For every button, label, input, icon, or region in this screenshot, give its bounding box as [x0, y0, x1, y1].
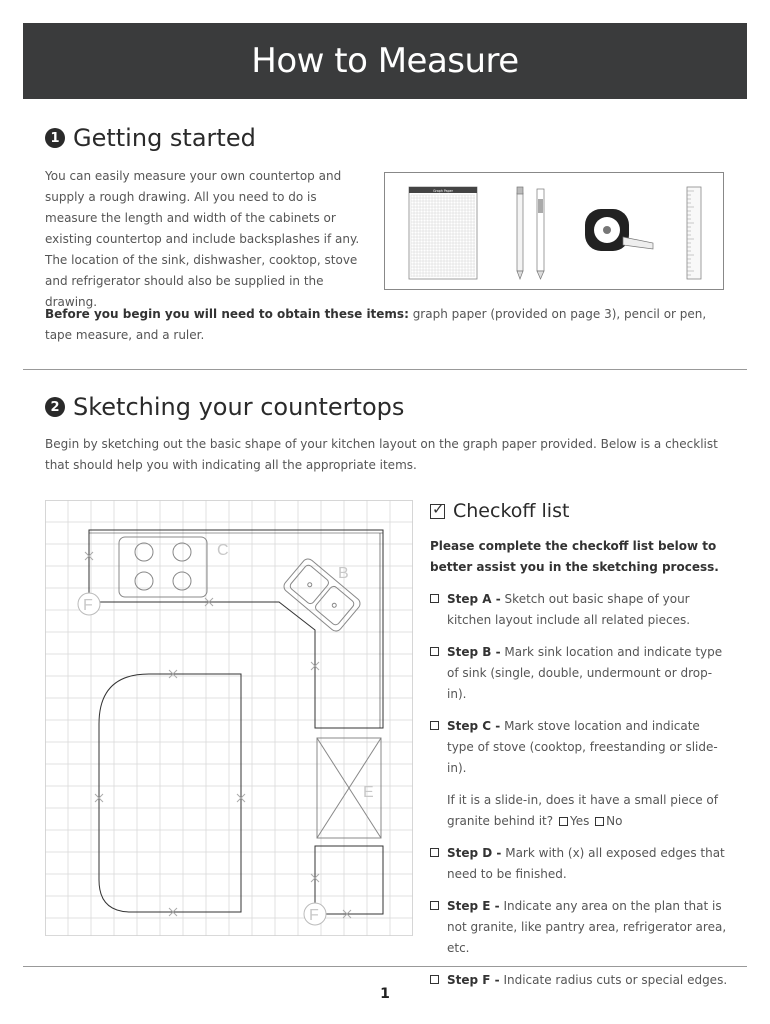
checkbox-step-b[interactable] — [430, 647, 439, 656]
checkbox-step-d[interactable] — [430, 848, 439, 857]
required-items-list: graph paper (provided on page 3), pencil or pen, tape measure, and a ruler. — [45, 307, 707, 342]
no-label: No — [606, 814, 623, 828]
page-header — [23, 23, 747, 99]
step-a-text: Sketch out basic shape of your kitchen layout include all related pieces. — [447, 592, 691, 627]
exposed-edge-marks — [85, 552, 351, 918]
step-c-label: Step C - — [447, 719, 501, 733]
page-title: How to Measure — [251, 41, 519, 81]
step-e-label: Step E - — [447, 899, 500, 913]
footer-divider — [23, 966, 747, 967]
yes-label: Yes — [569, 814, 590, 828]
section-getting-started-title — [45, 124, 256, 152]
label-c: C — [217, 542, 229, 559]
section-sketching-title — [45, 393, 404, 421]
graph-paper-label: Graph Paper — [433, 189, 453, 193]
checklist-item-c — [430, 716, 730, 779]
burner — [173, 543, 191, 561]
step-b-text: Mark sink location and indicate type of sink (single, double, undermount or drop-in). — [447, 645, 723, 701]
island-outline — [99, 674, 241, 912]
section-2-title-text: Sketching your countertops — [73, 393, 405, 421]
section-divider — [23, 369, 747, 370]
checkbox-step-e[interactable] — [430, 901, 439, 910]
checklist-item-d — [430, 843, 730, 885]
kitchen-sketch-svg — [45, 500, 413, 936]
checklist — [430, 589, 730, 991]
checkbox-no[interactable] — [595, 817, 604, 826]
checklist-title-text: Checkoff list — [453, 500, 570, 522]
kitchen-sketch-diagram — [45, 500, 413, 936]
burner — [135, 543, 153, 561]
label-e: E — [363, 784, 374, 801]
intro-paragraph: You can easily measure your own countertop and supply a rough drawing. All you need to do is measure the length and width of the cabinets or existing countertop and include backsplashes if any. The location of the sink, dishwasher, cooktop, stove and refrigerator should also be supplied in the drawing. — [45, 169, 360, 309]
checklist-item-b — [430, 642, 730, 705]
section-1-title-text: Getting started — [73, 124, 256, 152]
lower-counter-outline — [315, 846, 383, 914]
double-sink — [282, 557, 363, 634]
step-a-label: Step A - — [447, 592, 501, 606]
burner — [173, 572, 191, 590]
step-f-text: Indicate radius cuts or special edges. — [499, 973, 728, 987]
label-f-top: F — [83, 597, 93, 614]
step-f-label: Step F - — [447, 973, 500, 987]
checkbox-step-c[interactable] — [430, 721, 439, 730]
checklist-item-a — [430, 589, 730, 631]
getting-started-intro — [45, 166, 365, 313]
step-c-text: Mark stove location and indicate type of stove (cooktop, freestanding or slide-in). — [447, 719, 718, 775]
step-2-number-icon: 2 — [45, 397, 65, 417]
pencil-icon — [517, 187, 523, 279]
checklist-item-e — [430, 896, 730, 959]
ruler-icon — [687, 187, 701, 279]
label-b: B — [338, 565, 349, 582]
required-items-illustration — [384, 172, 724, 290]
checkbox-step-f[interactable] — [430, 975, 439, 984]
checkbox-step-a[interactable] — [430, 594, 439, 603]
label-f-bottom: F — [309, 907, 319, 924]
step-e-text: Indicate any area on the plan that is not granite, like pantry area, refrigerator area, etc. — [447, 899, 727, 955]
sketching-intro: Begin by sketching out the basic shape of your kitchen layout on the graph paper provided. Below is a checklist that should help you with indicating all the appropriate items. — [45, 437, 718, 472]
slidein-question — [430, 790, 730, 832]
checkbox-yes[interactable] — [559, 817, 568, 826]
step-1-number-icon: 1 — [45, 128, 65, 148]
slidein-question-text: If it is a slide-in, does it have a small piece of granite behind it? — [447, 793, 718, 828]
checked-box-icon — [430, 504, 445, 519]
step-b-label: Step B - — [447, 645, 501, 659]
burner — [135, 572, 153, 590]
required-items-text — [45, 304, 735, 346]
items-svg — [385, 173, 725, 291]
step-d-label: Step D - — [447, 846, 502, 860]
graph-paper-icon — [409, 187, 477, 279]
page-number: 1 — [380, 986, 390, 1002]
tape-measure-icon — [585, 209, 653, 251]
pen-icon — [537, 189, 544, 279]
checklist-lead: Please complete the checkoff list below to better assist you in the sketching process. — [430, 539, 719, 574]
required-items-lead: Before you begin you will need to obtain these items: — [45, 307, 409, 321]
step-d-text: Mark with (x) all exposed edges that need to be finished. — [447, 846, 725, 881]
checklist-title — [430, 500, 569, 522]
